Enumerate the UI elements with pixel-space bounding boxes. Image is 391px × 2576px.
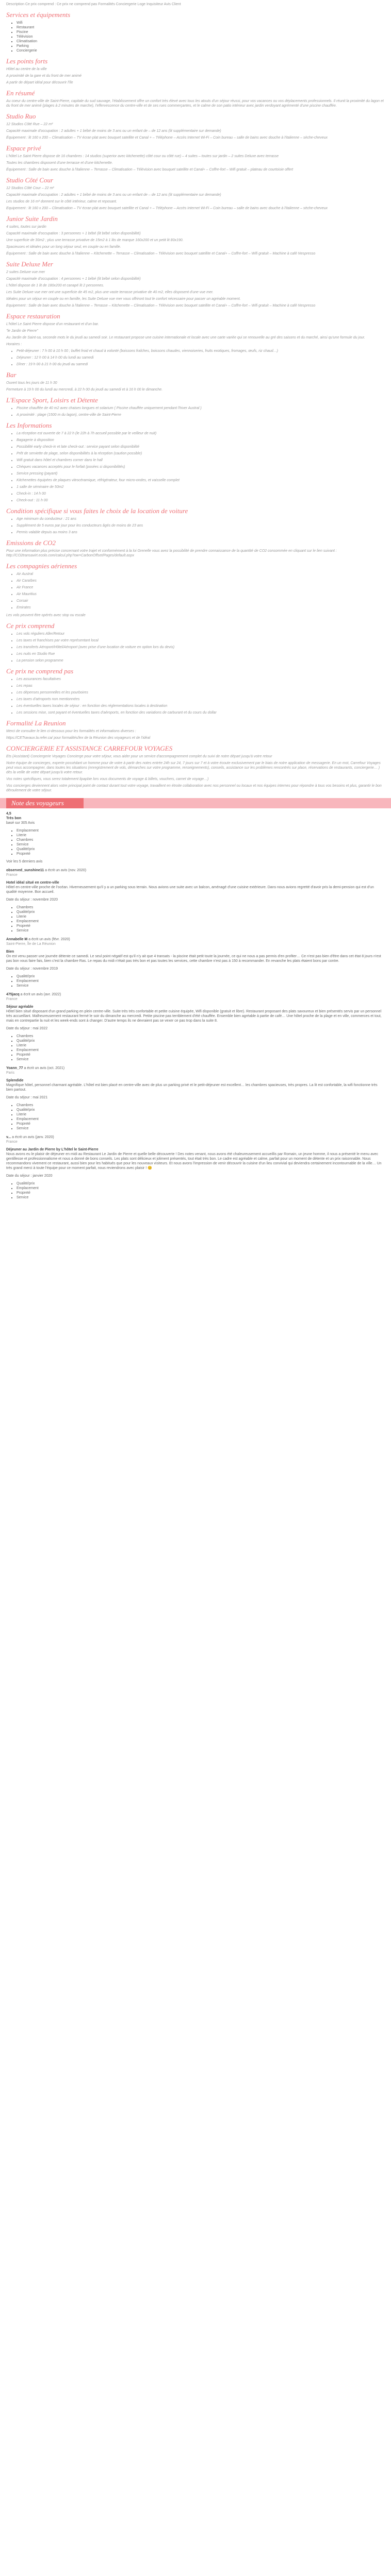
junior-p3: Spacieuses et idéales pour un long séjour seul, en couple ou en famille.	[6, 245, 121, 249]
service-item: ▪ Wifi	[17, 21, 385, 25]
compagnie-item: ▪ Emirates	[17, 605, 385, 610]
review-criterion: ▪ Service	[17, 984, 385, 988]
bien-etre-title: L'Espace Sport, Loisirs et Détente	[6, 396, 98, 404]
review-title: Déjeuner au Jardin de Pierre by L'hôtel le Saint-Pierre	[6, 1148, 99, 1151]
note-summary	[6, 811, 385, 864]
review-country: Saint-Pierre, Île de La Réunion	[6, 942, 56, 946]
bar-title: Bar	[6, 371, 17, 379]
note-criterion: ▪ Literie	[17, 833, 385, 838]
formalites-p1: Merci de consulter le lien ci-dessous pour les formalités et informations diverses :	[6, 730, 136, 733]
note-count: basé sur 305 Avis	[6, 821, 35, 825]
note-criterion: ▪ Propreté	[17, 852, 385, 856]
review-text: On est venu passer une journée détente ce samedi. Le seul point négatif est qu'il n'y ait que 4 transats - la piscine était petit toute la journée, ce qui ne nous a pas permis d'en profiter… Ce n'est pas bien d'être dans cet état 8 jours n'est pas bon vous faire fais, bien c'est la chambre Ras. Le repas du midi n'était pas très bon et pas toutes les services, cette chambre n'est pas à 150 à recommander. En revanche les plats étaient bons par contre.	[6, 955, 381, 963]
review-country: France	[6, 873, 18, 877]
review-header	[6, 937, 385, 942]
review-author: Annabelle M	[6, 938, 28, 941]
deluxe-p2: L'hôtel dispose de 1 lit de 180x200 et canapé lit 2 personnes.	[6, 284, 104, 287]
intro-line: Description Ce prix comprend : Ce prix ne comprend pas Formalités Conciergerie Loge Inquisiteur Avis Client	[6, 3, 181, 6]
pas-comprend-list	[6, 677, 385, 715]
comprend-item: ▪ Les taxes et franchises par votre représentant local	[17, 638, 385, 643]
review-criterion: ▪ Emplacement	[17, 1117, 385, 1122]
review-criterion: ▪ Qualité/prix	[17, 910, 385, 914]
review-header	[6, 1066, 385, 1071]
review-date: a écrit un avis (oct. 2021)	[24, 1066, 65, 1070]
note-criteria	[6, 828, 385, 856]
pas-comprend-item: ▪ Les repas	[17, 684, 385, 688]
studio-cour-sub: 12 Studios Côté Cour – 22 m²	[6, 187, 54, 190]
review-criteria	[6, 1034, 385, 1062]
conditions-title: Condition spécifique si vous faites le choix de la location de voiture	[6, 507, 188, 515]
comprend-item: ▪ Les nuits en Studio Rue	[17, 652, 385, 656]
note-criterion: ▪ Emplacement	[17, 828, 385, 833]
pas-comprend-item: ▪ Les dépenses personnelles et les pourboires	[17, 690, 385, 695]
conciergerie-p2: Notre équipe de concierges, experte possédant un homme pour de votre à partir des notes entrée 24h sur 24, 7 jours sur 7 et à votre écoute exclusivement par le biais de notre application de messagerie. En un mot, Carrefour Voyages peut vous accompagner, dans toutes les situations (enregistrement de vols, démarches sur votre programme, renseignements), conseils, assistance sur les problèmes rencontrés sur place, réservations de restaurants, conciergerie… ) dès la veille de votre départ jusqu'à votre retour.	[6, 761, 381, 774]
review-criterion: ▪ Emplacement	[17, 1048, 385, 1053]
resto-hour: ▪ Dîner : 19 h 00 à 21 h 00 du jeudi au samedi	[17, 362, 385, 367]
review-criterion: ▪ Service	[17, 1057, 385, 1062]
junior-p4: Équipement : Salle de bain avec douche à l'italienne – Kitchenette – Terrasse – Climatisation – Télévision avec bouquet satellite et Canal+ – Coffre-fort – Wifi gratuit – Machine à café Nespresso	[6, 252, 316, 256]
review-criterion: ▪ Propreté	[17, 1191, 385, 1195]
note-score: 4,5	[6, 812, 11, 816]
info-item: ▪ La réception est ouverte de 7 à 22 h (le 22h à 7h accueil possible par le veilleur de nuit)	[17, 431, 385, 436]
conciergerie-title: CONCIERGERIE ET ASSISTANCE CARREFOUR VOYAGES	[6, 744, 173, 752]
resto-p2: "le Jardin de Pierre"	[6, 329, 38, 333]
review-stay: Date du séjour : novembre 2020	[6, 898, 58, 902]
review-criterion: ▪ Qualité/prix	[17, 1039, 385, 1043]
service-item: ▪ Piscine	[17, 30, 385, 35]
review-text: Hôtel bien situé disposant d'un grand parking en plein centre-ville. Suite très très confortable et petite cuisine équipée, Wifi disponible (gratuit et libre). Restaurant proposant des plats savoureux et bien présentés servis par un personnel très accueillant. Malheureusement restaurant fermé le soir du dimanche au mercredi. Petite piscine pas terriblement d'été chauffée. Ensemble bien agréable à partie de café… Une hôtel proche de la plage et en ville, commerces et tout, mais en contrepartie la nuit et les week-ends sont à changer. D'autre temps ils ne devraient pas se vexer ce pas trop dans la suite 8.	[6, 1010, 382, 1023]
points-line: Hôtel au centre de la ville	[6, 67, 47, 71]
espace-p2: Équipement : Salle de bain avec douche à l'italienne – Terrasse – Climatisation – Télévision avec bouquet satellite et Canal+ – Coffre-fort – Wifi gratuit – plateau de courtoisie offert	[6, 168, 294, 172]
service-item: ▪ Conciergerie	[17, 48, 385, 53]
review-criterion: ▪ Qualité/prix	[17, 1181, 385, 1186]
compagnies-list	[6, 572, 385, 610]
pas-comprend-item: ▪ Les sessions mise, sont payant et éventuelles taxes d'aéroports, en fonction des variations de carburant et du cours du dollar	[17, 710, 385, 715]
espace-sub: L'hôtel Le Saint Pierre dispose de 16 chambres : 14 studios (superior avec kitchenette) côté cour ou côté rue) – 4 suites – toutes sur jardin – 2 suites Deluxe avec terrasse	[6, 155, 279, 158]
review-criterion: ▪ Service	[17, 928, 385, 933]
formalites-link[interactable]: https://CETravaux.la.refer.ca/ pour formalités/lex de la Réunion des voyageurs et de l'idéal	[6, 736, 151, 740]
info-item: ▪ Chèques vacances acceptés pour le forfait (posées si disponibilités)	[17, 465, 385, 469]
info-item: ▪ Service pressing (payant)	[17, 471, 385, 476]
service-item: ▪ Climatisation	[17, 39, 385, 44]
review-criterion: ▪ Service	[17, 1126, 385, 1131]
resto-p4: Horaires :	[6, 343, 22, 346]
emissions-title: Emissions de CO2	[6, 539, 56, 547]
points-title: Les points forts	[6, 57, 48, 65]
review-date: a écrit un avis (janv. 2020)	[12, 1136, 54, 1139]
review-country: France	[6, 997, 18, 1001]
deluxe-p4: Idéales pour un séjour en couple ou en famille, les Suite Deluxe vue mer vous offriront tout le confort nécessaire pour passer un agréable moment.	[6, 297, 241, 301]
points-line: A proximité de la gare et du front de mer animé	[6, 74, 82, 78]
review-header	[6, 992, 385, 997]
deluxe-title: Suite Deluxe Mer	[6, 260, 53, 268]
review-header	[6, 1135, 385, 1140]
compagnie-item: ▪ Air Mauritius	[17, 592, 385, 597]
note-criterion: ▪ Chambres	[17, 838, 385, 842]
resto-hour: ▪ Déjeuner : 12 h 00 à 14 h 00 du lundi au samedi	[17, 355, 385, 360]
comprend-item: ▪ Les transferts Aéroport/Hôtel/Aéroport (avec prise d'une location de voiture en option lors du devis)	[17, 645, 385, 650]
compagnie-item: ▪ Air Caraïbes	[17, 579, 385, 583]
review-criterion: ▪ Propreté	[17, 1122, 385, 1126]
pas-comprend-item: ▪ Les éventuelles taxes locales de séjour : en fonction des réglementations locales à destination	[17, 704, 385, 708]
review-criteria	[6, 905, 385, 933]
note-shown: Voir les 5 derniers avis	[6, 860, 43, 863]
note-banner-bar	[6, 798, 84, 808]
review-criteria	[6, 1181, 385, 1200]
review-author: 475jacq	[6, 993, 20, 996]
info-item: ▪ Wifi gratuit dans hôtel et chambres corner dans le hall	[17, 458, 385, 463]
info-item: ▪ Check-in : 14 h 00	[17, 492, 385, 496]
info-item: ▪ Check-out : 11 h 00	[17, 498, 385, 503]
espace-p1: Toutes les chambres disposent d'une terrasse et d'une kitchenette.	[6, 161, 113, 165]
services-title: Services et équipements	[6, 11, 71, 19]
pas-comprend-item: ▪ Les assurances facultatives	[17, 677, 385, 682]
review-criterion: ▪ Emplacement	[17, 919, 385, 924]
compagnie-item: ▪ Air Austral	[17, 572, 385, 577]
review-title: Hotel idéal situé en centre-ville	[6, 881, 59, 885]
compagnies-title: Les compagnies aériennes	[6, 562, 77, 570]
resto-hours	[6, 349, 385, 367]
pas-comprend-item: ▪ Les taxes d'aéroports non mentionnées	[17, 697, 385, 702]
deluxe-p1: Capacité maximale d'occupation : 4 personnes + 1 bébé (lit bébé selon disponibilité)	[6, 277, 141, 281]
resto-p3: Au Jardin de Saint-sa, seconde mots le du jeudi au samedi soir. Le restaurant propose une cuisine internationale et locale avec une carte variée qui se renouvelle au gré des saisons et du marché, ainsi qu'une formule du jour.	[6, 336, 365, 340]
studio-cour-p1: Capacité maximale d'occupation : 2 adultes + 1 bébé de moins de 3 ans ou un enfant de – de 12 ans (lit supplémentaire sur demande)	[6, 193, 221, 197]
infos-title: Les Informations	[6, 421, 52, 429]
note-banner-row	[6, 798, 385, 808]
review-criteria	[6, 974, 385, 988]
review-item	[6, 1066, 385, 1131]
bien-etre-item: ▪ A proximité : plage (1500 m du lagon), centre-ville de Saint-Pierre	[17, 413, 385, 417]
review-date: a écrit un avis (avr. 2022)	[20, 993, 61, 996]
review-text: Hôtel en centre-ville proche de l'océan. Hiverneusement qu'il y a un parking sous terrain. Nous avions une suite avec un balcon, aménagé d'une cuisine extérieure. Dans nous avions regretté d'avoir pris la demi-pension qui est d'un qualité moyenne. Bon accueil.	[6, 886, 374, 894]
review-item	[6, 992, 385, 1062]
studio-cour-title: Studio Côté Cour	[6, 176, 54, 184]
junior-sub: 4 suites, toutes sur jardin	[6, 225, 46, 229]
resto-hour: ▪ Petit-déjeuner : 7 h 00 à 10 h 00 ; buffet froid et chaud à volonté (boissons fraîches, boissons chaudes, viennoiseries, fruits exotiques, fromages, œufs, riz chaud…)	[17, 349, 385, 353]
review-text: Nous avons eu le plaisir de déjeuner en midi au Restaurant Le Jardin de Pierre et quelle belle découverte ! Des notes venant, nous avons été chaleureusement accueillis par Romain, un jeune homme, il nous a présenté le menu avec gentillesse et professionnalisme et nous a donné de bons conseils. Les plats sont délicieux et joliment présentés, tout était très bon. Le cadre est agréable et calme, parfait pour un moment de détente et un prix raisonnable. Nous recommandons vivement ce restaurant, aussi bien pour les habitués que pour les nouveaux visiteurs. Et nous avons l'impression de venir découvrir la cuisine d'un lieu convivial qui deviendra certainement incontournable de la ville… Un très grand merci à toute l'équipe pour ce moment parfait, nous reviendrons avec plaisir ! 😊	[6, 1153, 382, 1170]
junior-p1: Capacité maximale d'occupation : 3 personnes + 1 bébé (lit bébé selon disponibilité)	[6, 232, 141, 235]
conciergerie-p3: Vos notes spécifiques, vous serez totalement lipapbie lors vous documents de voyage & billets, vouchers, carnet de voyage…)	[6, 777, 209, 781]
resume-title: En résumé	[6, 89, 35, 97]
note-title: Note des voyageurs	[11, 799, 64, 807]
review-criterion: ▪ Emplacement	[17, 1186, 385, 1191]
resto-title: Espace restauration	[6, 312, 60, 320]
studio-ruo-title: Studio Ruo	[6, 112, 36, 120]
resto-p1: L'hôtel Le Saint Pierre dispose d'un restaurant et d'un bar.	[6, 323, 99, 326]
info-item: ▪ 1 salle de séminaire de 50m2	[17, 485, 385, 489]
deluxe-p5: Equipement : Salle de bain avec douche à l'italienne – Terrasse – Kitchenette – Climatisation – Télévision avec bouquet satellite et Canal+ – Coffre-fort – Wifi gratuit – Machine à café Nespresso	[6, 304, 316, 308]
info-item: ▪ Prêt de serviette de plage, selon disponibilités à la réception (caution possible)	[17, 451, 385, 456]
service-item: ▪ Télévision	[17, 35, 385, 39]
resume-text: Au coeur du centre-ville de Saint-Pierre, capitale du sud sauvage, l'établissement offre un confort très élevé avec tous les atouts d'un séjour réussi, pour vos vacances ou vos déplacements professionnels. Il réunit la proximité du lagon et du front de mer animé (plages à 2 minutes de marche), l'effervescence du centre-ville et de ses rues commerçantes, et le calme de son patio intérieur avec jardin verdoyant agrémenté d'une piscine chauffée.	[6, 99, 384, 108]
note-criterion: ▪ Qualité/prix	[17, 847, 385, 852]
espace-title: Espace privé	[6, 144, 41, 152]
review-criterion: ▪ Literie	[17, 1043, 385, 1048]
compagnie-item: ▪ Corsair	[17, 599, 385, 603]
deluxe-p3: Les Suite Deluxe vue mer ont une superficie de 45 m2, plus une vaste terrasse privative de 40 m2, elles disposent d'une vue mer.	[6, 291, 214, 294]
bien-etre-item: ▪ Piscine chauffée de 40 m2 avec chaises longues et solarium ( Piscine chauffée uniquement pendant l'hiver Austral )	[17, 406, 385, 411]
review-author: Yoann_77	[6, 1066, 23, 1070]
review-text: Magnifique hôtel, personnel charmant agréable. L'hôtel est bien placé en centre-ville avec de plus un parking privé et le petit-déjeuner est excellent… les chambres spacieuses, très propres. La lit est confortable, la wifi fonctionne très bien partout.	[6, 1083, 378, 1092]
note-banner	[0, 798, 391, 808]
bar-p2: Fermeture à 19 h 00 du lundi au mercredi, à 22 h 00 du jeudi au samedi et à 16 h 00 le dimanche.	[6, 388, 163, 392]
review-author: v...	[6, 1136, 11, 1139]
studio-ruo-sub: 12 Studios Côté Rue – 22 m²	[6, 123, 53, 126]
review-criterion: ▪ Literie	[17, 914, 385, 919]
compagnies-note: Les vols peuvent être opérés avec stop ou escale	[6, 614, 86, 617]
review-criteria	[6, 1103, 385, 1131]
infos-list	[6, 431, 385, 503]
review-title: Séjour agréable	[6, 1005, 34, 1009]
formalites-title: Formalité La Reunion	[6, 719, 66, 727]
deluxe-sub: 2 suites Deluxe vue mer	[6, 270, 45, 274]
review-stay: Date du séjour : mai 2021	[6, 1096, 48, 1099]
condition-item: ▪ Supplément de 5 euros par jour pour les conducteurs âgés de moins de 23 ans	[17, 523, 385, 528]
review-criterion: ▪ Chambres	[17, 1034, 385, 1039]
condition-item: ▪ Permis valable depuis au moins 3 ans	[17, 530, 385, 535]
review-title: Bien	[6, 950, 14, 954]
review-header	[6, 868, 385, 873]
review-criterion: ▪ Chambres	[17, 905, 385, 910]
review-date: a écrit un avis (nov. 2020)	[45, 869, 87, 872]
review-criterion: ▪ Qualité/prix	[17, 974, 385, 979]
pas-comprend-title: Ce prix ne comprend pas	[6, 667, 74, 675]
review-country: France	[6, 1140, 18, 1144]
review-item	[6, 1135, 385, 1200]
review-author: observed_sunshine11	[6, 869, 44, 872]
junior-p2: Une superficie de 30m2 ; plus une terrasse privative de 15m2 à 1 lits de marque 160x200 et un petit lit 80x190.	[6, 239, 184, 242]
review-stay: Date du séjour : mai 2022	[6, 1027, 48, 1030]
review-criterion: ▪ Literie	[17, 1112, 385, 1117]
review-criterion: ▪ Service	[17, 1195, 385, 1200]
info-item: ▪ Kitchenettes équipées de plaques vitrocéramique, réfrigérateur, four micro-ondes, et vaisselle complet	[17, 478, 385, 483]
info-item: ▪ Bagagerie à disposition	[17, 438, 385, 443]
conciergerie-p1: Ets (Assistant) Conciergerie Voyages Concierge pour votre séjour, vous aider pour un service d'accompagnement complet du suivi de notre départ jusqu'à votre retour	[6, 755, 272, 758]
services-list	[6, 21, 385, 53]
compagnie-item: ▪ Air France	[17, 585, 385, 590]
bar-p1: Ouvert tous les jours de 11 h 30	[6, 381, 57, 385]
review-criterion: ▪ Propreté	[17, 924, 385, 928]
studio-cour-p2: Les studios de 16 m² donnent sur le côté intérieur, calme et reposant.	[6, 200, 117, 204]
review-criterion: ▪ Propreté	[17, 1053, 385, 1057]
note-criterion: ▪ Service	[17, 842, 385, 847]
comprend-title: Ce prix comprend	[6, 622, 55, 630]
review-date: a écrit un avis (févr. 2020)	[28, 938, 70, 941]
review-criterion: ▪ Chambres	[17, 1103, 385, 1108]
review-criterion: ▪ Qualité/prix	[17, 1108, 385, 1112]
review-country: Paris	[6, 1071, 14, 1075]
conciergerie-p4: Vos concierges deviennent alors votre principal point de contact durant tout votre voyage, travaillent en étroite collaboration avec nos personnel ou locaux et nos équipes internes pour répondre à tous vos besoins et plus, garantir le bon déroulement de votre séjour.	[6, 784, 382, 792]
studio-ruo-p2: Équipement : lit 160 x 200 – Climatisation – TV écran plat avec bouquet satellite et Canal + – Téléphone – Accès Internet Wi-Fi – Coin bureau – salle de bains avec douche à l'italienne – sèche-cheveux	[6, 136, 328, 140]
points-line: A partir de départ idéal pour découvrir l'île	[6, 81, 73, 84]
service-item: ▪ Restaurant	[17, 25, 385, 30]
review-item	[6, 868, 385, 933]
studio-ruo-p1: Capacité maximale d'occupation : 2 adultes + 1 bébé de moins de 3 ans ou un enfant de – de 12 ans (lit supplémentaire sur demande)	[6, 129, 221, 133]
comprend-item: ▪ Les vols réguliers Aller/Retour	[17, 632, 385, 636]
review-item	[6, 937, 385, 988]
comprend-list	[6, 632, 385, 663]
note-score-label: Très bon	[6, 817, 22, 820]
conditions-list	[6, 517, 385, 535]
emissions-text: Pour une information plus précise concernant votre trajet et conformément à la loi Grenelle vous avez la possibilité de prendre connaissance de la quantité de CO2 consommée en cliquant sur le lien suivant : http://CO2transavirt.ecolo.com/calcul.php?ow=CarbonOffset/Pages/default.aspx	[6, 549, 337, 557]
comprend-item: ▪ La pension selon programme	[17, 658, 385, 663]
review-title: Splendide	[6, 1079, 24, 1082]
junior-title: Junior Suite Jardin	[6, 215, 58, 223]
review-stay: Date du séjour : novembre 2019	[6, 967, 58, 971]
info-item: ▪ Possibilité early check-in et late check-out : service payant selon disponibilité	[17, 445, 385, 449]
studio-cour-p3: Equipement : lit 160 x 200 – Climatisation – TV écran plat avec bouquet satellite et Canal + – Téléphone – Accès Internet Wi-Fi – Coin bureau – salle de bains avec douche à l'italienne – sèche-cheveux	[6, 207, 328, 210]
bien-etre-list	[6, 406, 385, 417]
review-criterion: ▪ Emplacement	[17, 979, 385, 984]
condition-item: ▪ Age minimum du conducteur : 21 ans	[17, 517, 385, 521]
page	[0, 0, 391, 1206]
service-item: ▪ Parking	[17, 44, 385, 48]
review-stay: Date du séjour : janvier 2020	[6, 1174, 53, 1178]
